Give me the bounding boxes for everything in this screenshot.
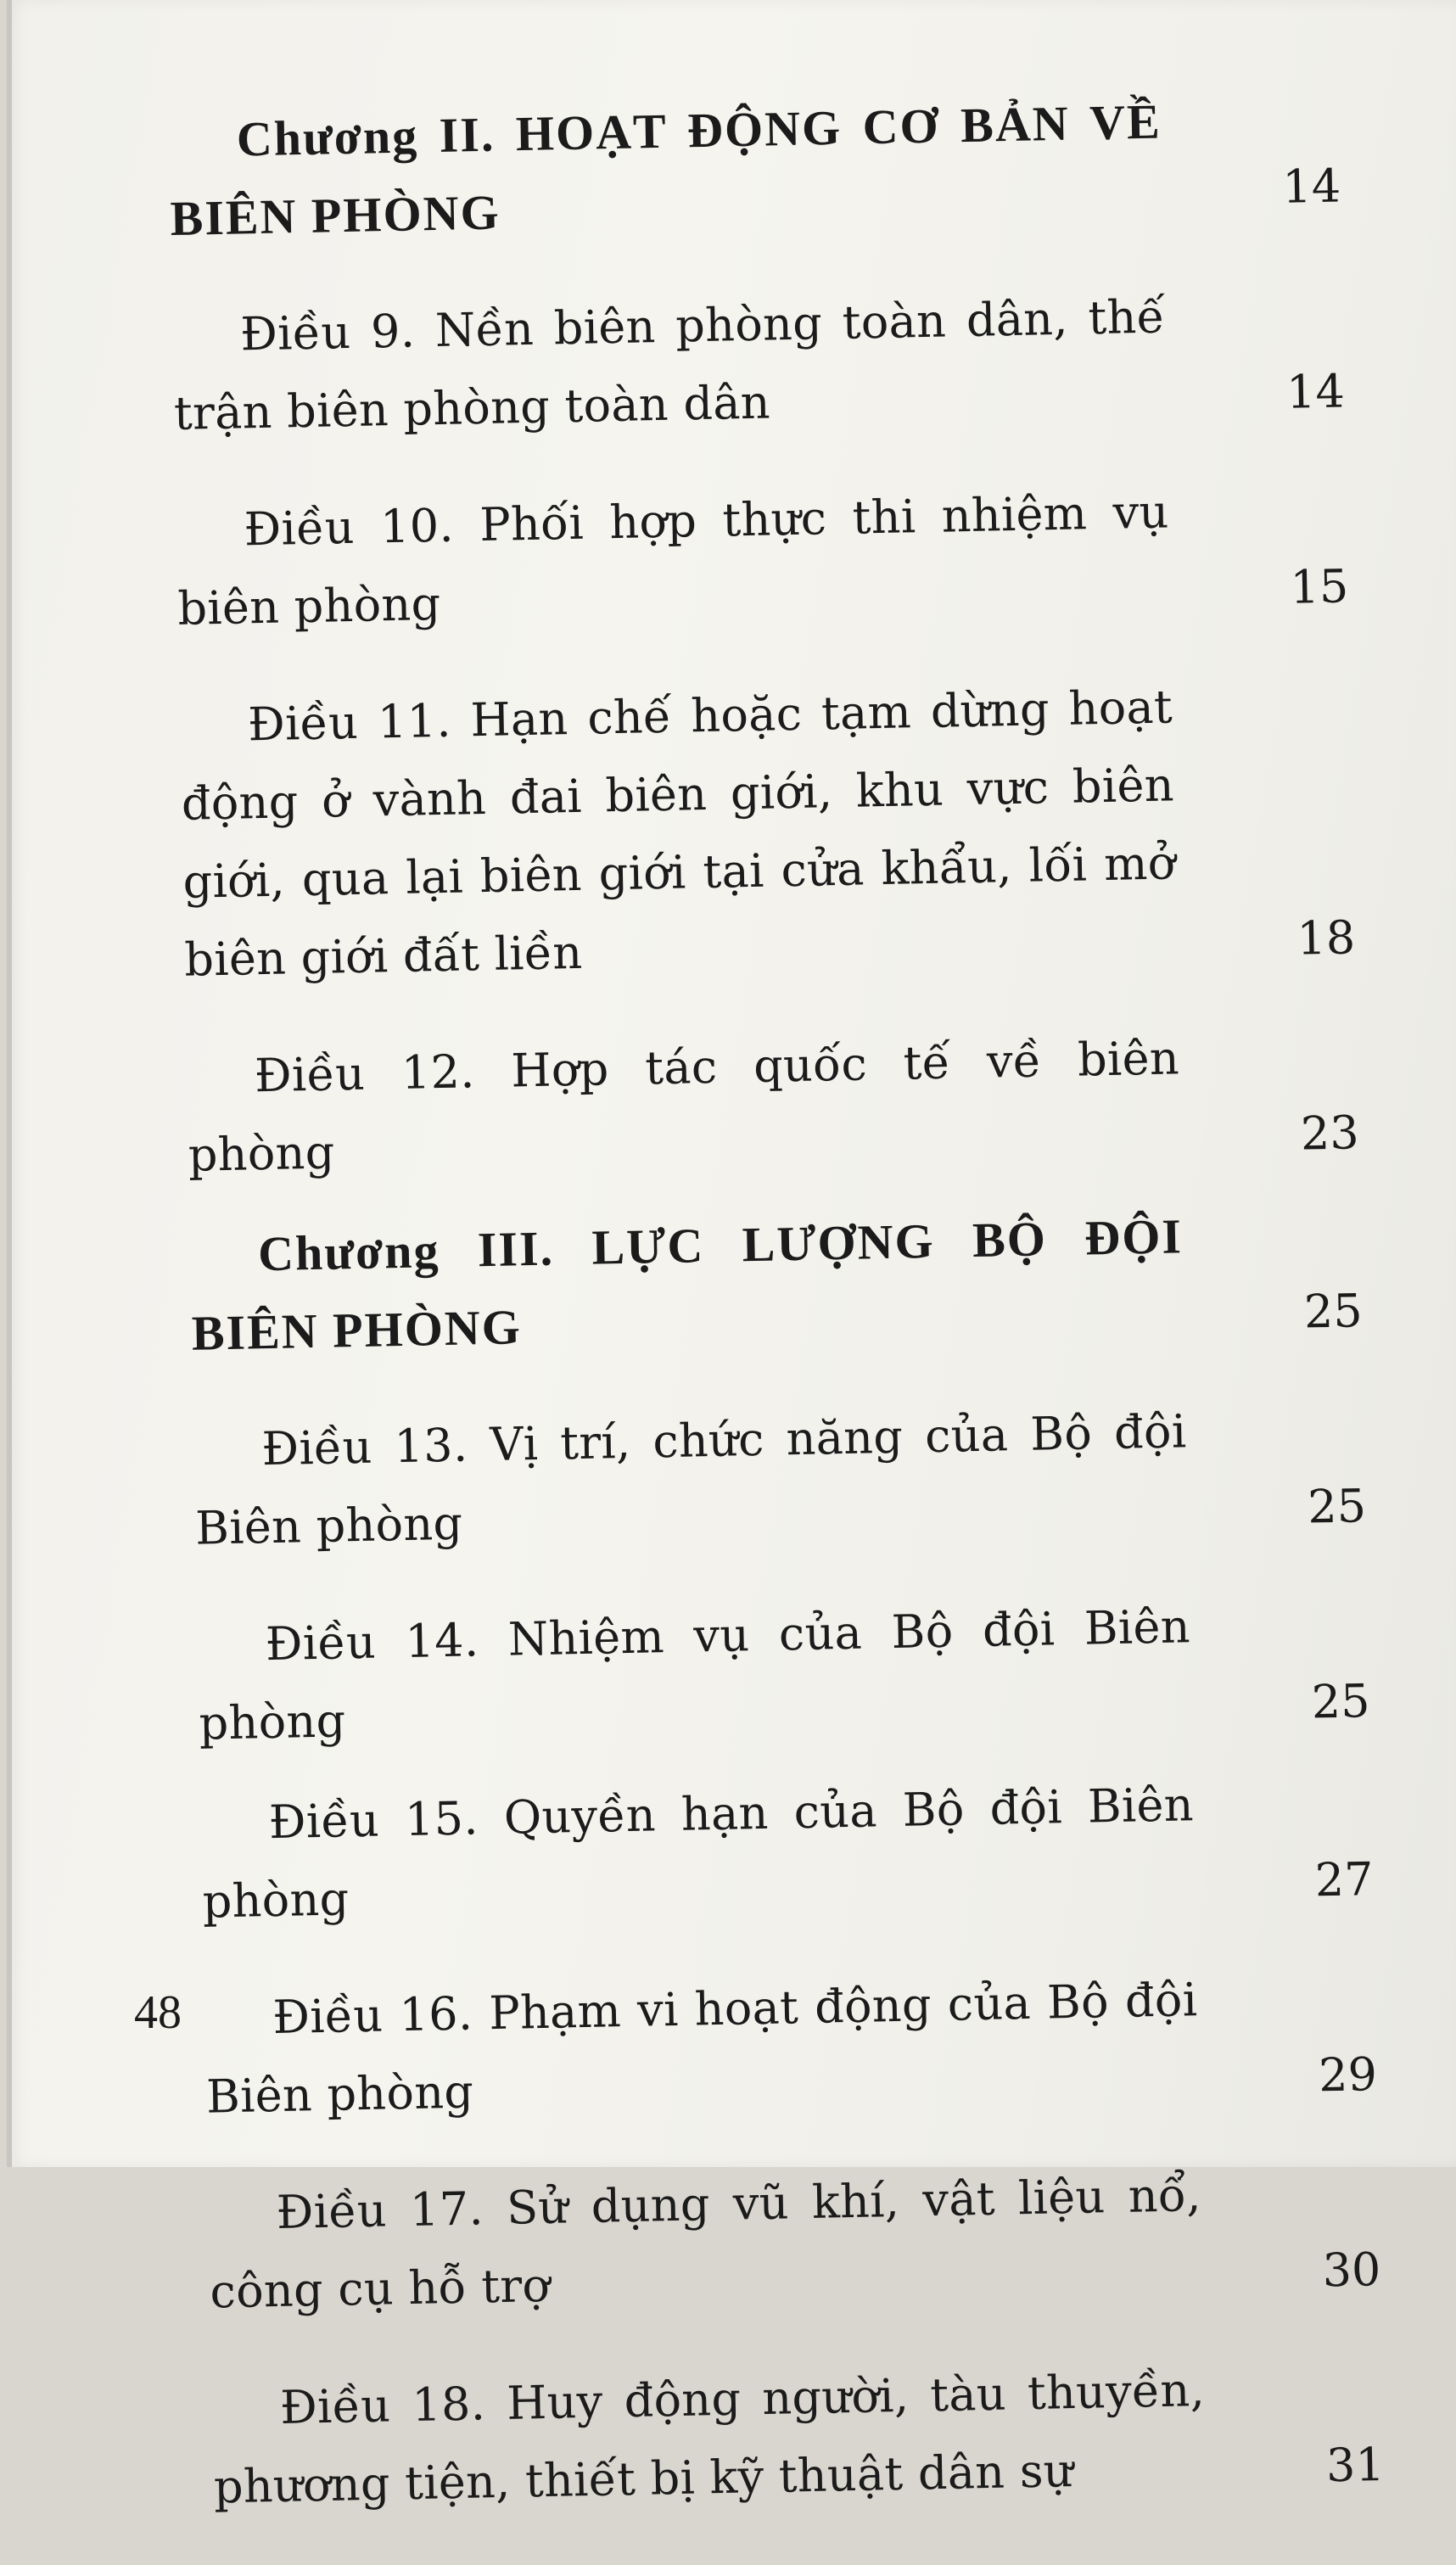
toc-entry-page: 30: [1321, 2243, 1381, 2298]
toc-entry-page: 25: [1303, 1284, 1364, 1339]
toc-entry-title: Điều 17. Sử dụng vũ khí, vật liệu nổ, công cụ hỗ trợ: [209, 2168, 1202, 2319]
toc-entry-title: Điều 12. Hợp tác quốc tế về biên phòng: [188, 1031, 1180, 1182]
toc-entry-article-16: [204, 1957, 1378, 2136]
toc-entry-page: 15: [1289, 559, 1349, 614]
toc-entry-title: Chương III. LỰC LƯỢNG BỘ ĐỘI BIÊN PHÒNG: [191, 1208, 1184, 1361]
toc-entry-title: Điều 18. Huy động người, tàu thuyền, phương tiện, thiết bị kỹ thuật dân sự: [213, 2363, 1206, 2514]
toc-entry-title: Điều 16. Phạm vi hoạt động của Bộ đội Biên phòng: [205, 1973, 1198, 2124]
book-page: [7, 0, 1456, 2514]
toc-entry-article-11: [179, 664, 1356, 999]
toc-entry-chapter-2: [168, 80, 1341, 258]
toc-entry-title: Điều 10. Phối hợp thực thi nhiệm vụ biên phòng: [176, 484, 1170, 636]
toc-entry-page: 23: [1300, 1106, 1360, 1161]
toc-entry-article-14: [197, 1584, 1370, 1762]
toc-entry-article-15: [200, 1762, 1374, 1941]
toc-entry-page: 31: [1325, 2437, 1386, 2493]
page-number: 48: [134, 1986, 182, 2039]
toc-entry-page: 18: [1296, 910, 1356, 966]
toc-entry-page: 25: [1311, 1674, 1371, 1729]
toc-entry-article-17: [208, 2153, 1381, 2331]
toc-entry-article-9: [171, 274, 1345, 452]
toc-entry-article-13: [193, 1389, 1367, 1567]
toc-entry-title: Điều 9. Nền biên phòng toàn dân, thế trận biên phòng toàn dân: [173, 289, 1166, 440]
toc-entry-page: 27: [1314, 1852, 1375, 1907]
toc-entry-title: Điều 14. Nhiệm vụ của Bộ đội Biên phòng: [199, 1599, 1191, 1750]
toc-entry-page: 25: [1307, 1479, 1367, 1534]
toc-entry-chapter-3: [189, 1194, 1363, 1372]
toc-entry-article-18: [211, 2348, 1385, 2526]
toc-entry-title: Chương II. HOẠT ĐỘNG CƠ BẢN VỀ BIÊN PHÒNG: [170, 93, 1162, 246]
toc-entry-title: Điều 13. Vị trí, chức năng của Bộ đội Biên phòng: [194, 1404, 1187, 1555]
toc-entry-title: Điều 11. Hạn chế hoặc tạm dừng hoạt động ở vành đai biên giới, khu vực biên giới, qua lại biên giới tại cửa khẩu, lối mở biên giới đất liền: [181, 680, 1177, 987]
toc-entry-title: Điều 15. Quyền hạn của Bộ đội Biên phòng: [202, 1778, 1195, 1929]
toc-entry-page: 29: [1318, 2047, 1378, 2103]
table-of-contents: [168, 80, 1386, 2565]
toc-entry-page: 14: [1285, 364, 1346, 419]
toc-entry-article-10: [176, 469, 1349, 647]
toc-entry-article-12: [186, 1016, 1359, 1194]
toc-entry-page: 14: [1281, 159, 1341, 214]
